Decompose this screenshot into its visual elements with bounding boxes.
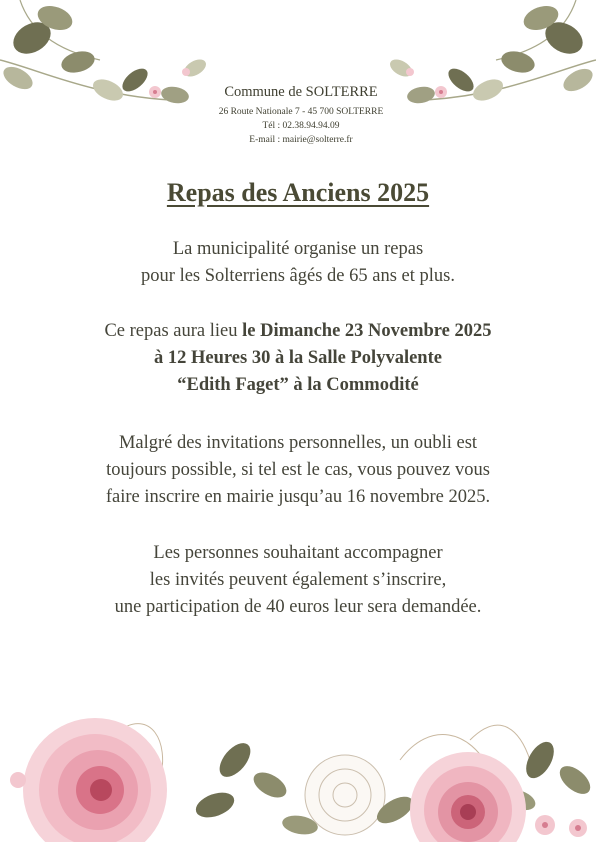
commune-name: Commune de SOLTERRE: [224, 84, 378, 100]
guests-paragraph: [0, 540, 596, 621]
event-date: le Dimanche 23 Novembre 2025: [242, 321, 492, 341]
bottom-rose-decoration: [0, 700, 596, 842]
reminder-paragraph: [0, 430, 596, 511]
intro-line-2: pour les Solterriens âgés de 65 ans et plus.: [141, 266, 455, 286]
reminder-line-1: Malgré des invitations personnelles, un oubli est: [118, 433, 478, 453]
guests-line-1: Les personnes souhaitant accompagner: [153, 543, 443, 563]
event-line-1-prefix: Ce repas aura lieu: [104, 321, 243, 341]
commune-phone: Tél : 02.38.94.94.09: [262, 121, 340, 131]
commune-email: E-mail : mairie@solterre.fr: [249, 135, 353, 145]
page-title: Repas des Anciens 2025: [166, 178, 430, 207]
letterhead: [0, 84, 596, 147]
intro-line-1: La municipalité organise un repas: [172, 239, 424, 259]
event-paragraph: [0, 318, 596, 399]
event-hall-name: “Edith Faget” à la Commodité: [177, 375, 419, 395]
commune-address: 26 Route Nationale 7 - 45 700 SOLTERRE: [218, 107, 384, 117]
event-time-venue: à 12 Heures 30 à la Salle Polyvalente: [154, 348, 442, 368]
reminder-line-3: faire inscrire en mairie jusqu’au 16 novembre 2025.: [105, 487, 491, 507]
reminder-line-2: toujours possible, si tel est le cas, vous pouvez vous: [106, 460, 490, 480]
guests-line-3: une participation de 40 euros leur sera demandée.: [114, 597, 482, 617]
guests-line-2: les invités peuvent également s’inscrire,: [149, 570, 447, 590]
intro-paragraph: [0, 236, 596, 290]
